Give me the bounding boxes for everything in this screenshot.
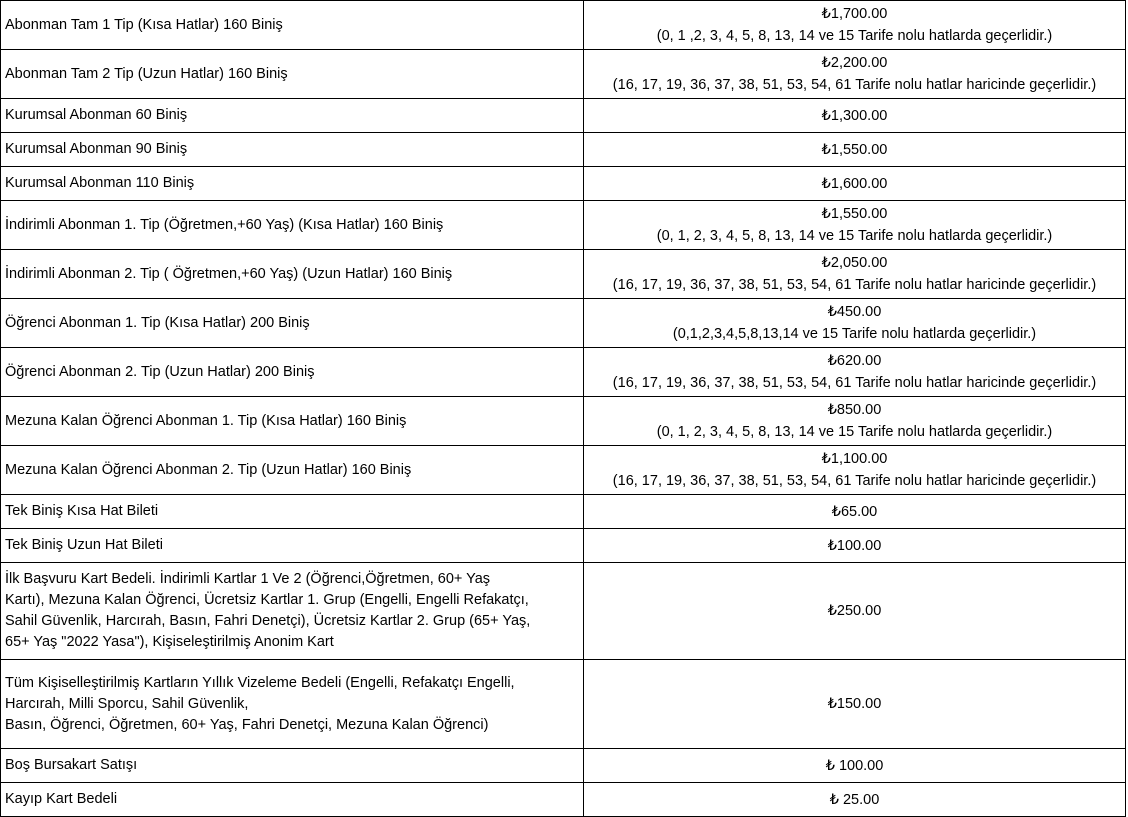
fare-price-cell [584,348,1126,397]
fare-price: ₺1,600.00 [821,175,888,192]
table-row [1,50,1126,99]
table-row [1,167,1126,201]
fare-note: (16, 17, 19, 36, 37, 38, 51, 53, 54, 61 Tarife nolu hatlar haricinde geçerlidir.) [612,77,1097,93]
fare-price-cell [584,99,1126,133]
fare-price-cell [584,167,1126,201]
table-row [1,133,1126,167]
table-row [1,495,1126,529]
table-row [1,397,1126,446]
fare-name: İndirimli Abonman 2. Tip ( Öğretmen,+60 Yaş) (Uzun Hatlar) 160 Biniş [1,250,584,299]
fare-price: ₺620.00 [827,353,882,369]
fare-note: (16, 17, 19, 36, 37, 38, 51, 53, 54, 61 Tarife nolu hatlar haricinde geçerlidir.) [612,375,1097,391]
fare-name: Kurumsal Abonman 110 Biniş [1,167,584,201]
fare-name-line: İlk Başvuru Kart Bedeli. İndirimli Kartlar 1 Ve 2 (Öğrenci,Öğretmen, 60+ Yaş [5,571,491,587]
fare-note: (0,1,2,3,4,5,8,13,14 ve 15 Tarife nolu hatlarda geçerlidir.) [672,326,1037,342]
fare-price-cell [584,446,1126,495]
fare-price-cell [584,563,1126,660]
fare-name [1,660,584,749]
fare-name: İndirimli Abonman 1. Tip (Öğretmen,+60 Yaş) (Kısa Hatlar) 160 Biniş [1,201,584,250]
fare-price: ₺1,550.00 [821,141,888,158]
fare-price: ₺450.00 [827,304,882,320]
fare-name-line: Sahil Güvenlik, Harcırah, Basın, Fahri Denetçi), Ücretsiz Kartlar 2. Grup (65+ Yaş, [5,613,531,629]
table-row [1,348,1126,397]
fare-note: (0, 1 ,2, 3, 4, 5, 8, 13, 14 ve 15 Tarife nolu hatlarda geçerlidir.) [656,28,1053,44]
fare-name: Kurumsal Abonman 90 Biniş [1,133,584,167]
table-row [1,250,1126,299]
fare-price-cell [584,749,1126,783]
fare-name: Tek Biniş Uzun Hat Bileti [1,529,584,563]
fare-price: ₺250.00 [827,603,882,619]
fare-name-line: Basın, Öğrenci, Öğretmen, 60+ Yaş, Fahri Denetçi, Mezuna Kalan Öğrenci) [5,716,489,733]
fare-name-line: Harcırah, Milli Sporcu, Sahil Güvenlik, [5,695,249,712]
fare-price: ₺2,200.00 [821,55,888,71]
fare-note: (0, 1, 2, 3, 4, 5, 8, 13, 14 ve 15 Tarife nolu hatlarda geçerlidir.) [656,228,1053,244]
fare-price: ₺ 25.00 [829,791,880,808]
fare-price-cell [584,495,1126,529]
fare-name-line: Kartı), Mezuna Kalan Öğrenci, Ücretsiz Kartlar 1. Grup (Engelli, Engelli Refakatçı, [5,592,529,608]
table-row [1,660,1126,749]
table-row [1,529,1126,563]
fare-name: Kurumsal Abonman 60 Biniş [1,99,584,133]
table-row [1,201,1126,250]
fare-note: (16, 17, 19, 36, 37, 38, 51, 53, 54, 61 Tarife nolu hatlar haricinde geçerlidir.) [612,473,1097,489]
fare-price-cell [584,660,1126,749]
fare-price: ₺1,550.00 [821,206,888,222]
table-row [1,299,1126,348]
table-row [1,99,1126,133]
fare-price: ₺1,300.00 [821,107,888,124]
fare-name: Abonman Tam 2 Tip (Uzun Hatlar) 160 Biniş [1,50,584,99]
fare-price-cell [584,529,1126,563]
fare-name: Abonman Tam 1 Tip (Kısa Hatlar) 160 Biniş [1,1,584,50]
fare-name-line: 65+ Yaş "2022 Yasa"), Kişiseleştirilmiş Anonim Kart [5,634,334,650]
table-row [1,749,1126,783]
fare-price: ₺850.00 [827,402,882,418]
table-row [1,446,1126,495]
fare-price-cell [584,250,1126,299]
fare-price: ₺65.00 [831,503,878,520]
fare-note: (16, 17, 19, 36, 37, 38, 51, 53, 54, 61 Tarife nolu hatlar haricinde geçerlidir.) [612,277,1097,293]
table-row [1,563,1126,660]
fare-price: ₺ 100.00 [825,757,884,774]
fare-name: Boş Bursakart Satışı [1,749,584,783]
fare-price-cell [584,397,1126,446]
fare-price-cell [584,299,1126,348]
fare-name-line: Tüm Kişiselleştirilmiş Kartların Yıllık Vizeleme Bedeli (Engelli, Refakatçı Engelli, [5,674,515,691]
fare-price: ₺100.00 [827,537,882,554]
fare-name: Mezuna Kalan Öğrenci Abonman 1. Tip (Kısa Hatlar) 160 Biniş [1,397,584,446]
fare-name: Tek Biniş Kısa Hat Bileti [1,495,584,529]
fare-price-cell [584,201,1126,250]
table-row [1,1,1126,50]
fare-name: Mezuna Kalan Öğrenci Abonman 2. Tip (Uzun Hatlar) 160 Biniş [1,446,584,495]
fare-name: Öğrenci Abonman 2. Tip (Uzun Hatlar) 200 Biniş [1,348,584,397]
fare-name: Öğrenci Abonman 1. Tip (Kısa Hatlar) 200 Biniş [1,299,584,348]
fare-price: ₺150.00 [827,696,882,712]
fare-price: ₺1,100.00 [821,451,888,467]
fare-price: ₺1,700.00 [821,6,888,22]
fare-price-cell [584,133,1126,167]
fare-name [1,563,584,660]
fare-price: ₺2,050.00 [821,255,888,271]
fare-name: Kayıp Kart Bedeli [1,783,584,817]
fare-note: (0, 1, 2, 3, 4, 5, 8, 13, 14 ve 15 Tarife nolu hatlarda geçerlidir.) [656,424,1053,440]
fare-price-cell [584,1,1126,50]
fare-price-cell [584,50,1126,99]
